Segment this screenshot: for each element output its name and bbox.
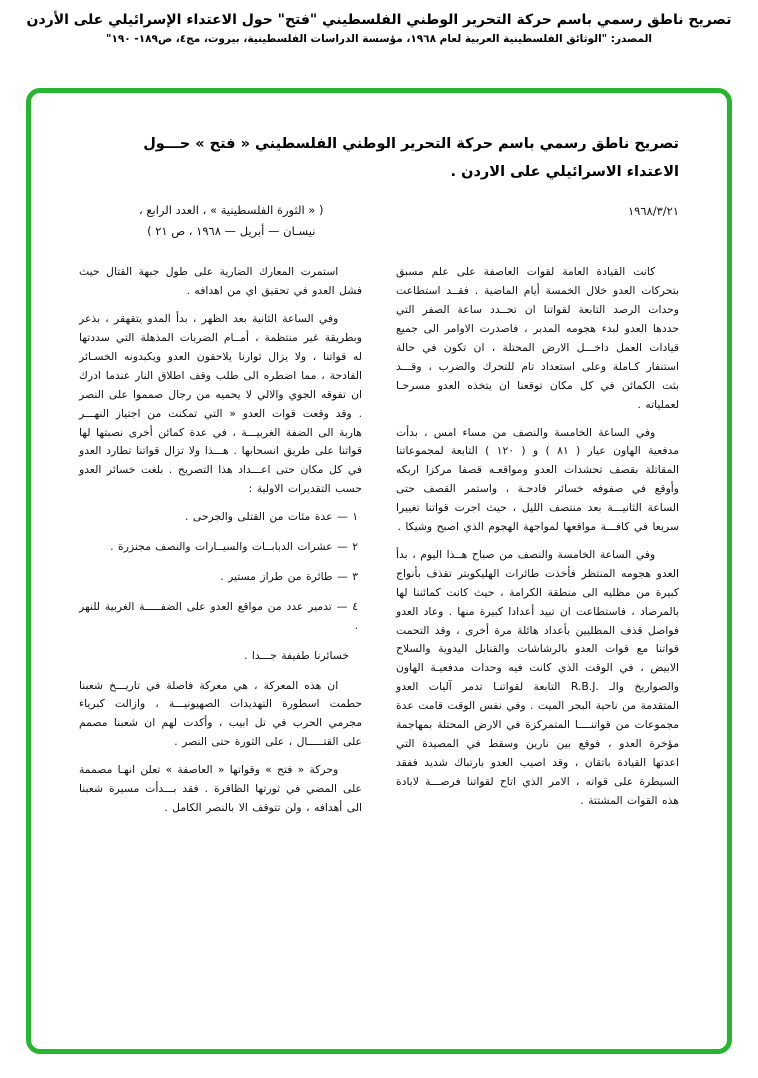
document-title-line2: الاعتداء الاسرائيلي على الاردن . [450,163,679,180]
paragraph: خسائرنا طفيفة جـــدا . [244,648,350,662]
casualty-list-item: ٤ — تدمير عدد من مواقع العدو على الضفـــــة الغربية للنهر . [79,599,358,632]
paragraph: استمرت المعارك الضارية على طول جبهة القتال حيث فشل العدو في تحقيق اي من اهدافه . [79,265,362,298]
paragraph: كانت القيادة العامة لقوات العاصفة على علم مسبق بتحركات العدو خلال الخمسة أيام الماضية . فقــد استطاعت وحدات الرصد التابعة لقواتنا ان تحــدد ساعة الصفر التي حددها العدو لبدء هجومه المدبر ، فاصدرت الاوامر الى جميع قيادات العمل داخـــل الارض المحتلة ، ان تكون في حالة استنفار كـاملة وعلى استعداد تام للتحرك والضرب ، وقـــد بثت الكمائن في كل مكان توقعنا ان يتخذه العدو مسرحـا لعملياته . [396,265,679,411]
page-header [0,0,758,48]
column-left [79,263,362,826]
document-title [79,131,679,186]
paragraph: وحركة « فتح » وقواتها « العاصفة » تعلن انهـا مصممة على المضي في ثورتها الظافرة . فقد بـــدأت مسيرة شعبنا الى أهدافه ، ولن تتوقف الا بالنصر الكامل . [79,763,362,814]
document-title-line1: تصريح ناطق رسمي باسم حركة التحرير الوطني الفلسطيني « فتح » حـــول [143,136,679,152]
document-body-columns [79,263,679,826]
header-title: تصريح ناطق رسمي باسم حركة التحرير الوطني الفلسطيني "فتح" حول الاعتداء الإسرائيلي على الأردن [26,12,732,28]
paragraph: ان هذه المعركة ، هي معركة فاصلة في تاريـــخ شعبنا حطمت اسطورة التهديدات الصهيونيـــة ، وازالت كبرياء مجرمي الحرب في تل ابيب ، وأكدت لهم ان شعبنا مصمم على القتـــــال ، على الثورة حتى النصر . [79,678,362,749]
column-right [396,263,679,826]
casualty-list-item: ٢ — عشرات الدبابــات والسيــارات والنصف مجنزرة . [110,540,358,554]
source-citation-line1: ( « الثورة الفلسطينية » ، العدد الرابع ، [139,203,324,218]
document-date: ١٩٦٨/٣/٢١ [628,204,679,219]
paragraph: وفي الساعة الخامسة والنصف من صباح هــذا اليوم ، بدأ العدو هجومه المنتظر فأخذت طائرات الهليكوبتر تقذف بأنواج كبيرة من مظليه الى منطقة الكرامة ، حيث كانت كمائننا لها بالمرصاد ، فاستطاعت ان تبيد أعدادا كبيرة منها . وعاد العدو فواصل قذف المظليين بأعداد هائلة مرة أخرى ، وقد التحمت قواتنا مع قوات العدو بالرشاشات والقنابل اليدوية والسلاح الابيض ، في الوقت الذي كانت فيه وحدات مدفعيـة الهاون والصواريخ والـ .R.B.J التابعة لقواتنـا تدمر آليات العدو المتقدمة من ناحية البحر الميت . وفي نفس الوقت قامت عدة مجموعات من قواتنــــا المتمركزة في الارض المحتلة بمهاجمة مؤخرة العدو ، فوقع بين نارين وسقط في المصيدة التي اعدتها القيادة باتقان ، وقد اصيب العدو بارتباك شديد ففقد السيطرة على قواته ، الامر الذي اتاح لقواتنا فرصـــة لابادة هذه القوات المشتتة . [396,547,679,807]
casualty-list-item: ٣ — طائرة من طراز مستير . [220,569,358,583]
source-citation-line2: نيسـان — أبريل — ١٩٦٨ ، ص ٢١ ) [147,223,316,238]
document-source-citation [139,200,323,241]
document-frame [26,88,732,1054]
document-meta-row [79,200,679,241]
header-source-note: المصدر: "الوثائق الفلسطينية العربية لعام ١٩٦٨، مؤسسة الدراسات الفلسطينية، بيروت، مج٤، ص١٨٩- ١٩٠" [105,33,653,45]
paragraph: وفي الساعة الخامسة والنصف من مساء امس ، بدأت مدفعية الهاون عيار ( ٨١ ) و ( ١٢٠ ) التابعة لمجموعاتنا المقاتلة بقصف تحشدات العدو ومواقعـه قصفا مركزا اربكه وأوقع في صفوفه خسائر فادحـة ، واستمر القصف حتى الساعة الثانيـــة بعد منتصف الليل ، حيث اجرت قواتنا تغييرا سريعا في كافـــة مواقعها لمواجهة الهجوم الذي اصبح وشيكا . [396,425,679,534]
paragraph: وفي الساعة الثانية بعد الظهر ، بدأ المدو يتقهقر ، بذعر وبطريقة غير منتظمة ، أمــام الضربات المذهلة التي سددتها له قواتنا ، ولا يزال ثوارنا يلاحقون العدو ويكبدونه الخسـائر الفادحة ، مما اضطره الى طلب وقف اطلاق النار عندما ادرك ان تفوقه الجوي والالي لا يحميه من رجال صمموا على النصر . وقد وقعت قوات العدو « التي تمكنت من اجتياز النهـــر هاربة الى الضفة الغربيـــة ، في عدة كمائن أخرى نصبتها لها قواتنا على طريق انسحابها . هـــذا ولا تزال قواتنا تطارد العدو في كل مكان حتى اعـــداد هذا التصريح . بلغت خسائر العدو حسب التقديرات الاولية : [79,312,362,496]
casualty-list-item: ١ — عدة مئات من القتلى والجرحى . [184,510,358,524]
